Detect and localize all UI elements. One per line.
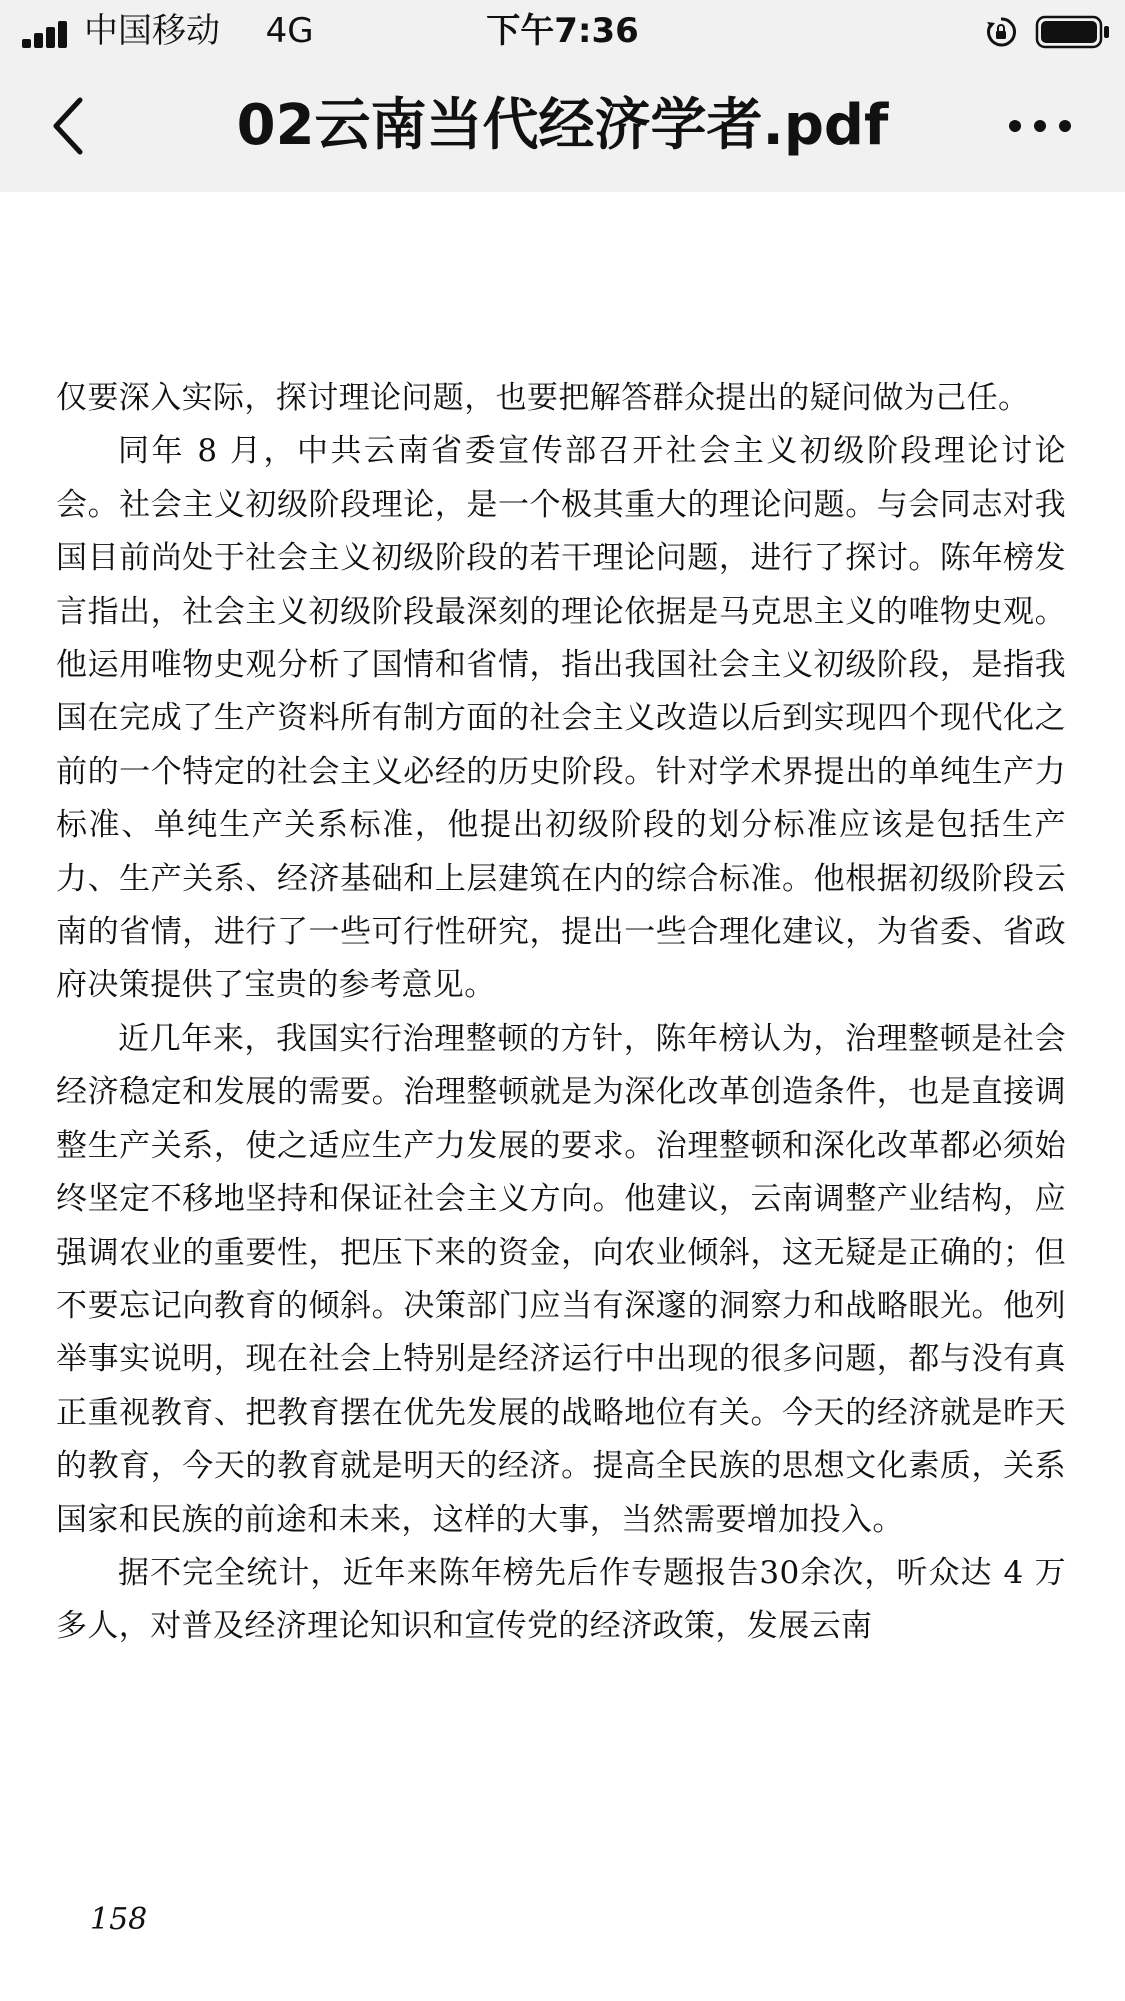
carrier-name: 中国移动 (84, 11, 220, 51)
paragraph: 据不完全统计，近年来陈年榜先后作专题报告30余次，听众达 4 万多人，对普及经济理论知识和宣传党的经济政策，发展云南 (56, 1554, 1066, 1645)
navigation-bar (0, 62, 1125, 192)
chevron-left-icon (48, 94, 88, 158)
paragraph: 近几年来，我国实行治理整顿的方针，陈年榜认为，治理整顿是社会经济稳定和发展的需要。治理整顿就是为深化改革创造条件，也是直接调整生产关系，使之适应生产力发展的要求。治理整顿和深化改革都必须始终坚定不移地坚持和保证社会主义方向。他建议，云南调整产业结构，应强调农业的重要性，把压下来的资金，向农业倾斜，这无疑是正确的；但不要忘记向教育的倾斜。决策部门应当有深邃的洞察力和战略眼光。他列举事实说明，现在社会上特别是经济运行中出现的很多问题，都与没有真正重视教育、把教育摆在优先发展的战略地位有关。今天的经济就是昨天的教育，今天的教育就是明天的经济。提高全民族的思想文化素质，关系国家和民族的前途和未来，这样的大事，当然需要增加投入。 (56, 1020, 1066, 1538)
orientation-lock-icon (985, 16, 1017, 48)
page-number: 158 (90, 1902, 148, 1937)
status-time: 下午7:36 (486, 11, 639, 51)
battery-icon (1035, 14, 1111, 50)
paragraph: 仅要深入实际，探讨理论问题，也要把解答群众提出的疑问做为己任。 (56, 380, 1030, 416)
network-type: 4G (265, 11, 314, 51)
more-dots-icon (1005, 118, 1075, 134)
pdf-viewer[interactable] (0, 192, 1125, 2001)
pdf-page (56, 372, 1066, 1654)
status-bar (0, 0, 1125, 62)
paragraph: 同年 8 月，中共云南省委宣传部召开社会主义初级阶段理论讨论会。社会主义初级阶段理论，是一个极其重大的理论问题。与会同志对我国目前尚处于社会主义初级阶段的若干理论问题，进行了探讨。陈年榜发言指出，社会主义初级阶段最深刻的理论依据是马克思主义的唯物史观。他运用唯物史观分析了国情和省情，指出我国社会主义初级阶段，是指我国在完成了生产资料所有制方面的社会主义改造以后到实现四个现代化之前的一个特定的社会主义必经的历史阶段。针对学术界提出的单纯生产力标准、单纯生产关系标准，他提出初级阶段的划分标准应该是包括生产力、生产关系、经济基础和上层建筑在内的综合标准。他根据初级阶段云南的省情，进行了一些可行性研究，提出一些合理化建议，为省委、省政府决策提供了宝贵的参考意见。 (56, 433, 1066, 1004)
more-options-button[interactable] (990, 88, 1090, 164)
back-button[interactable] (30, 88, 106, 164)
document-title: 02云南当代经济学者.pdf (236, 93, 889, 158)
